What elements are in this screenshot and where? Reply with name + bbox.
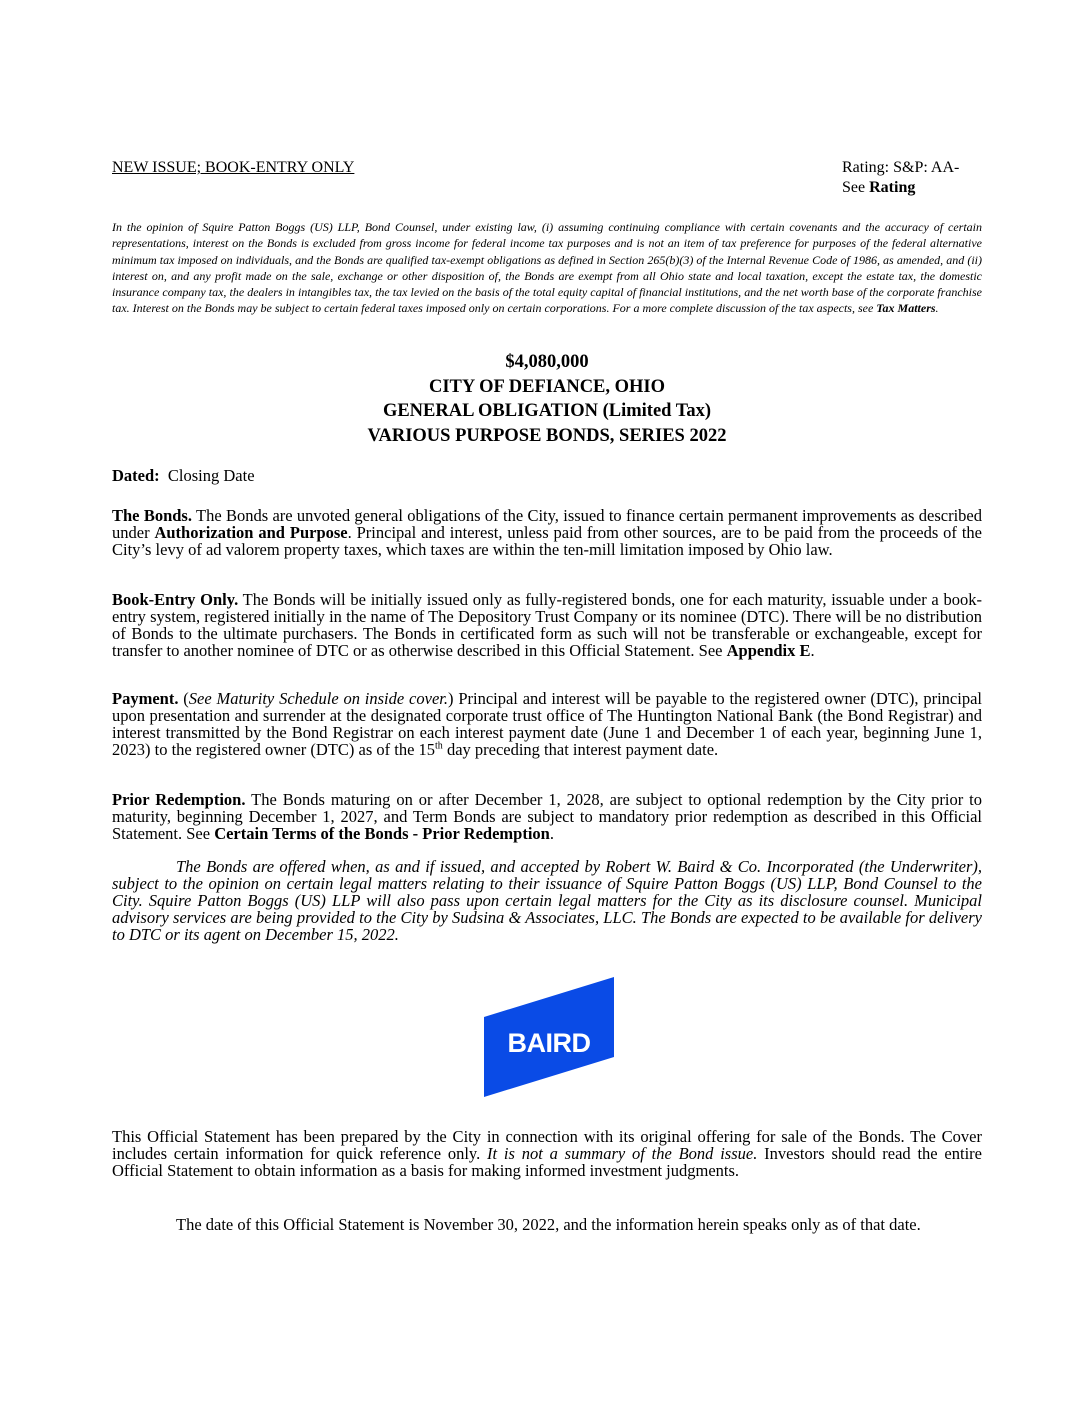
appendix-e-ref: Appendix E bbox=[726, 641, 811, 660]
bond-amount: $4,080,000 bbox=[505, 352, 589, 372]
section-prior-redemption bbox=[112, 791, 982, 842]
rating-see: See bbox=[842, 179, 870, 196]
certain-terms-ref: Certain Terms of the Bonds - Prior Redemption bbox=[214, 824, 550, 843]
payment-paren-close: ) bbox=[447, 689, 454, 708]
payment-text: Principal and interest will be payable to the registered owner (DTC), principal upon presentation and surrender at the designated corporate trust office of The Huntington National Bank (the Bond Registrar) and interest transmitted by the Bond Registrar on each interest payment date (June 1 and December 1 of each year, beginning June 1, 2023) to the registered owner (DTC) as of the 15 bbox=[112, 689, 982, 759]
dated-line bbox=[112, 466, 982, 486]
maturity-schedule-note: See Maturity Schedule on inside cover. bbox=[188, 689, 448, 708]
rating-block bbox=[842, 158, 959, 198]
book-entry-text-2: . bbox=[810, 641, 815, 660]
offering-paragraph: The Bonds are offered when, as and if issued, and accepted by Robert W. Baird & Co. Incorporated (the Underwriter), subject to the opinion on certain legal matters relating to their issuance of Squire Patton Boggs (US) LLP, Bond Counsel to the City. Squire Patton Boggs (US) LLP will also pass upon certain legal matters for the City as its disclosure counsel. Municipal advisory services are being provided to the City by Sudsina & Associates, LLC. The Bonds are expected to be available for delivery to DTC or its agent on December 15, 2022. bbox=[112, 857, 982, 944]
section-the-bonds bbox=[112, 507, 982, 558]
baird-logo bbox=[484, 977, 614, 1097]
ordinal-suffix: th bbox=[435, 740, 443, 752]
payment-paren-open: ( bbox=[178, 689, 189, 708]
tax-opinion-text: In the opinion of Squire Patton Boggs (US) LLP, Bond Counsel, under existing law, (i) assuming continuing compliance with certain covenants and the accuracy of certain representations, interest on the Bonds is excluded from gross income for federal income tax purposes and is not an item of tax preference for purposes of the federal alternative minimum tax imposed on individuals, and the Bonds are qualified tax-exempt obligations as defined in Section 265(b)(3) of the Internal Revenue Code of 1986, as amended, and (ii) interest on, and any profit made on the sale, exchange or other disposition of, the Bonds are exempt from all Ohio state and local taxation, except the estate tax, the domestic insurance company tax, the dealers in intangibles tax, the tax levied on the basis of the total equity capital of financial institutions, and the net worth base of the corporate franchise tax. Interest on the Bonds may be subject to certain federal taxes imposed only on certain corporations. For a more complete discussion of the tax aspects, see bbox=[112, 220, 982, 316]
rating-see-line bbox=[842, 178, 959, 198]
rating-ref: Rating bbox=[869, 179, 916, 196]
authorization-ref: Authorization and Purpose bbox=[154, 523, 348, 542]
statement-text-2: Investors should read the entire Official Statement to obtain information as a basis for making informed investment judgments. bbox=[112, 1144, 982, 1180]
bond-title bbox=[112, 350, 982, 448]
bond-type: GENERAL OBLIGATION (Limited Tax) bbox=[382, 401, 712, 421]
statement-paragraph bbox=[112, 1128, 982, 1179]
section-book-entry bbox=[112, 591, 982, 659]
tax-opinion-end: . bbox=[935, 301, 939, 316]
tax-matters-ref: Tax Matters bbox=[876, 301, 936, 316]
statement-text: This Official Statement has been prepared by the City in connection with its original offering for sale of the Bonds. The Cover includes certain information for quick reference only. bbox=[112, 1127, 982, 1163]
bond-series: VARIOUS PURPOSE BONDS, SERIES 2022 bbox=[367, 425, 727, 446]
prior-redemption-text: The Bonds maturing on or after December 1, 2028, are subject to optional redemption by the City prior to maturity, beginning December 1, 2027, and Term Bonds are subject to mandatory prior redemption as described in this Official Statement. See bbox=[112, 790, 983, 843]
section-payment bbox=[112, 690, 982, 758]
baird-logo-text: BAIRD bbox=[507, 1028, 591, 1058]
the-bonds-text-2: . Principal and interest, unless paid from other sources, are to be paid from the proceeds of the City’s levy of ad valorem property taxes, which taxes are within the ten-mill limitation imposed by Ohio law. bbox=[112, 523, 982, 559]
date-notice: The date of this Official Statement is November 30, 2022, and the information herein speaks only as of that date. bbox=[176, 1215, 921, 1234]
rating-line: Rating: S&P: AA- bbox=[842, 159, 960, 176]
the-bonds-label: The Bonds. bbox=[112, 506, 192, 525]
not-summary-note: It is not a summary of the Bond issue. bbox=[487, 1144, 758, 1163]
tax-opinion bbox=[112, 219, 982, 317]
book-entry-label: Book-Entry Only. bbox=[112, 590, 239, 609]
prior-redemption-text-2: . bbox=[549, 824, 554, 843]
payment-label: Payment. bbox=[112, 689, 179, 708]
the-bonds-text: The Bonds are unvoted general obligations of the City, issued to finance certain permanent improvements as described under bbox=[112, 506, 982, 542]
book-entry-text: The Bonds will be initially issued only as fully-registered bonds, one for each maturity, issuable under a book-entry system, registered initially in the name of The Depository Trust Company or its nominee (DTC). There will be no distribution of Bonds to the ultimate purchasers. The Bonds in certificated form as such will not be transferable or exchangeable, except for transfer to another nominee of DTC or as otherwise described in this Official Statement. See bbox=[112, 590, 982, 660]
issue-type: NEW ISSUE; BOOK-ENTRY ONLY bbox=[112, 159, 355, 176]
payment-text-2: day preceding that interest payment date. bbox=[442, 740, 719, 759]
dated-label: Dated: bbox=[112, 466, 160, 485]
bond-issuer: CITY OF DEFIANCE, OHIO bbox=[428, 376, 666, 397]
dated-value: Closing Date bbox=[167, 466, 255, 485]
prior-redemption-label: Prior Redemption. bbox=[112, 790, 246, 809]
